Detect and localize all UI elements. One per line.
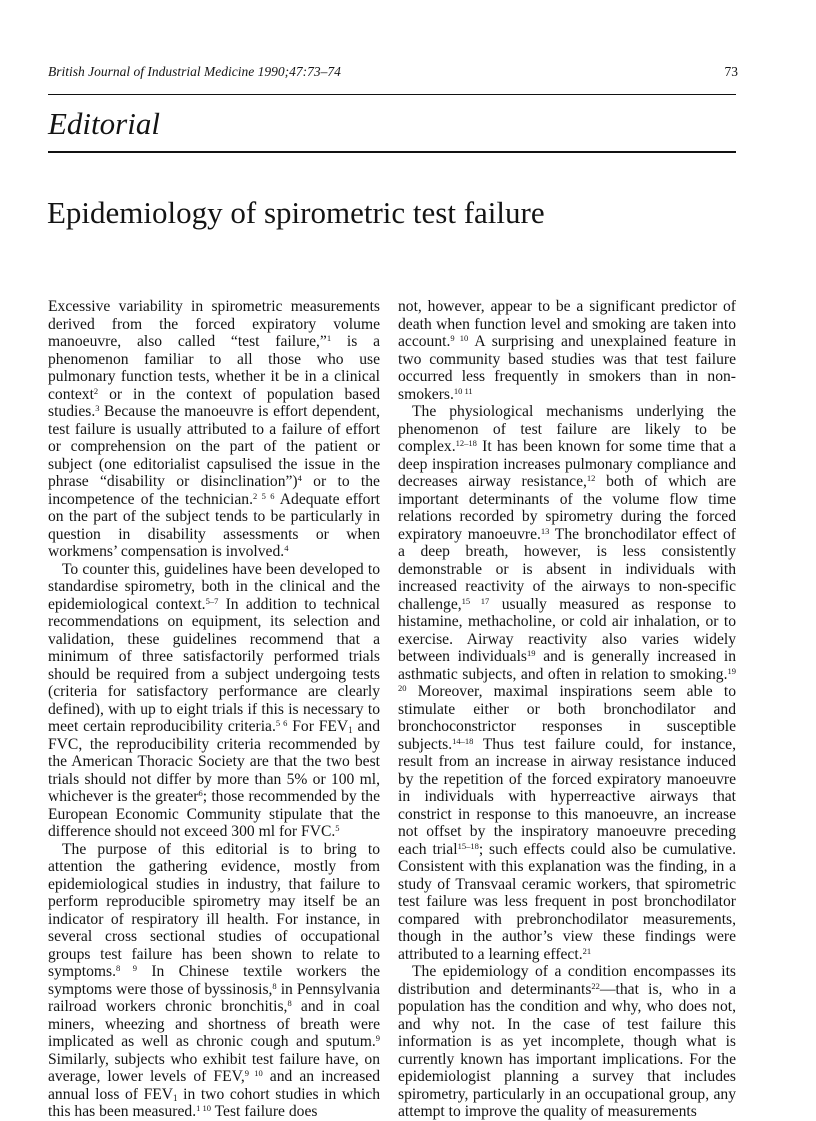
- running-header: [48, 64, 738, 86]
- paragraph: The epidemiology of a condition encompasses its distribution and determinants$^{22}$—that is, who in a population has the condition and why, who does not, and why not. In the case of test failure this information is as yet incomplete, though what is currently known has important implications. For the epidemiologist planning a survey that includes spirometry, particularly in an occupational group, any attempt to improve the quality of measurements: [398, 963, 736, 1120]
- section-rule: [48, 151, 736, 153]
- left-column: [48, 298, 381, 1120]
- section-label: Editorial: [48, 106, 160, 141]
- paragraph: Excessive variability in spirometric measurements derived from the forced expiratory volume manoeuvre, also called “test failure,”$^1$ is a phenomenon familiar to all those who use pulmonary function tests, whether it be in a clinical context$^2$ or in the context of population based studies.$^3$ Because the manoeuvre is effort dependent, test failure is usually attributed to a failure of effort or comprehension on the part of the patient or subject (one editorialist capsulised the issue in the phrase “disability or disinclination”)$^4$ or to the incompetence of the technician.$^{2 5 6}$ Adequate effort on the part of the subject tends to be particularly in question in disability assessments or when workmens’ compensation is involved.$^4$: [48, 298, 381, 560]
- paragraph: The physiological mechanisms underlying the phenomenon of test failure are likely to be complex.$^{12-18}$ It has been known for some time that a deep inspiration increases pulmonary compliance and decreases airway resistance,$^{12}$ both of which are important determinants of the volume flow time relations recorded by spirometry during the forced expiratory manoeuvre.$^{13}$ The bronchodilator effect of a deep breath, however, is less consistently demonstrable or is absent in individuals with increased reactivity of the airways to non-specific challenge,$^{15 17}$ usually measured as response to histamine, methacholine, or cold air inhalation, or to exercise. Airway reactivity also varies widely between individuals$^{19}$ and is generally increased in asthmatic subjects, and often in relation to smoking.$^{19 20}$ Moreover, maximal inspirations seem able to stimulate either or both bronchodilator and bronchoconstrictor responses in susceptible subjects.$^{14-18}$ Thus test failure could, for instance, result from an increase in airway resistance induced by the repetition of the forced expiratory manoeuvre in individuals with hyperreactive airways that constrict in response to this manoeuvre, an increase not offset by the inspiratory manoeuvre preceding each trial$^{15-18}$; such effects could also be cumulative. Consistent with this explanation was the finding, in a study of Transvaal ceramic workers, that spirometric test failure was less frequent in post bronchodilator compared with prebronchodilator measurements, though in the author’s view these findings were attributed to a learning effect.$^{21}$: [398, 403, 737, 963]
- paragraph: The purpose of this editorial is to bring to attention the gathering evidence, mostly from epidemiological studies in industry, that failure to perform reproducible spirometry may itself be an indicator of respiratory ill health. For instance, in several cross sectional studies of occupational groups test failure has been shown to relate to symptoms.$^{8 9}$ In Chinese textile workers the symptoms were those of byssinosis,$^8$ in Pennsylvania railroad workers chronic bronchitis,$^8$ and in coal miners, wheezing and shortness of breath were implicated as well as chronic cough and sputum.$^9$ Similarly, subjects who exhibit test failure have, on average, lower levels of FEV,$^{9 10}$ and an increased annual loss of $FEV_1$ in two cohort studies in which this has been measured.$^{1 10}$ Test failure does: [48, 840, 380, 1120]
- page-number: 73: [724, 64, 738, 79]
- article-title: Epidemiology of spirometric test failure: [47, 195, 545, 230]
- paragraph: not, however, appear to be a significant predictor of death when function level and smoking are taken into account.$^{9 10}$ A surprising and unexplained feature in two community based studies was that test failure occurred less frequently in smokers than in non-smokers.$^{10 11}$: [398, 298, 736, 403]
- journal-citation: 1990;47:73–74: [257, 64, 341, 79]
- right-column: [398, 298, 737, 1120]
- header-rule: [48, 94, 736, 95]
- journal-name: British Journal of Industrial Medicine: [48, 64, 255, 79]
- paragraph: To counter this, guidelines have been developed to standardise spirometry, both in the clinical and the epidemiological context.$^{5-7}$ In addition to technical recommendations on equipment, its selection and validation, these guidelines recommend that a minimum of three satisfactorily performed trials should be required from a subject undergoing tests (criteria for satisfactory performance are clearly defined), with up to eight trials if this is necessary to meet certain reproducibility criteria.$^{5 6}$ For $FEV_1$ and FVC, the reproducibility criteria recommended by the American Thoracic Society are that the two best trials should not differ by more than 5% or 100 ml, whichever is the greater$^6$; those recommended by the European Economic Community stipulate that the difference should not exceed 300 ml for FVC.$^5$: [48, 560, 380, 840]
